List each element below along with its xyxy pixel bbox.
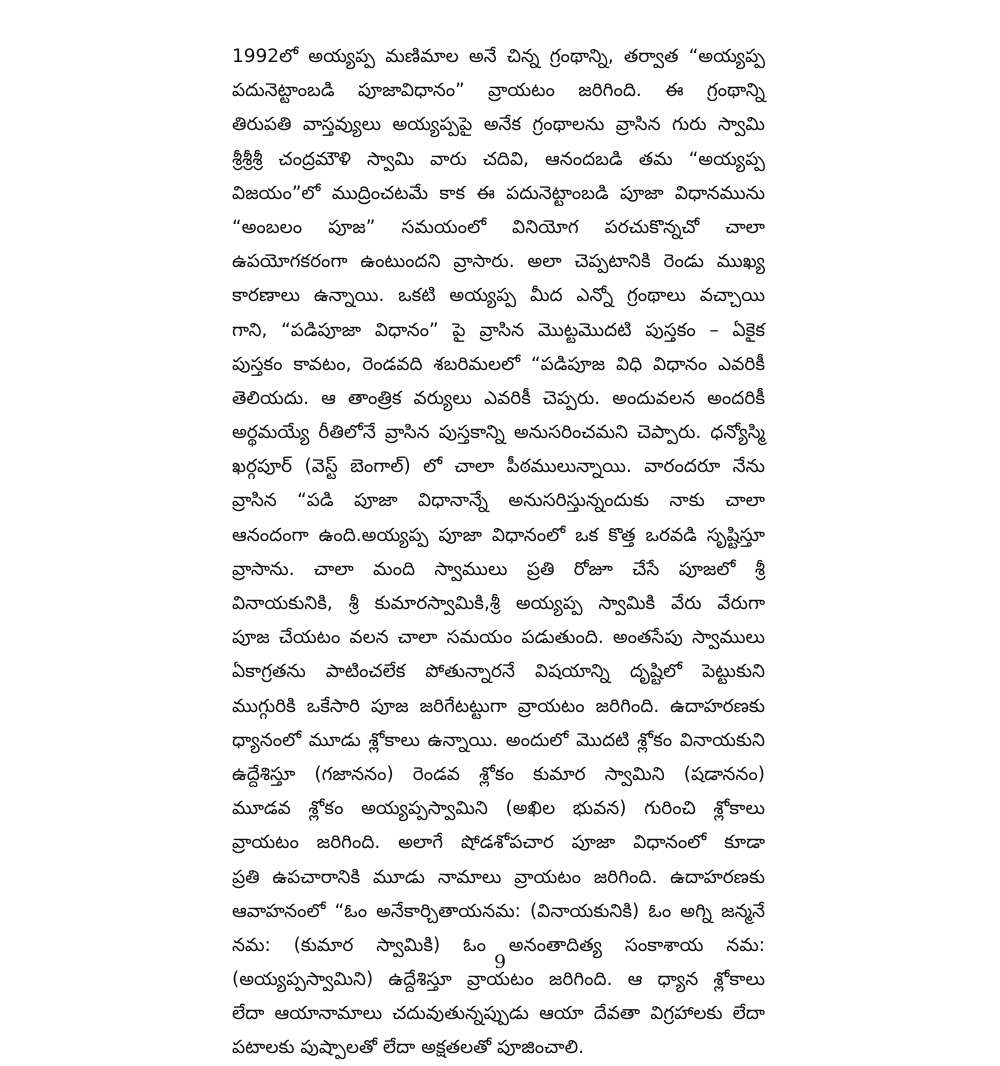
text-line: శ్రీశ్రీశ్రీ చంద్రమౌళి స్వామి వారు చదివి, ఆనందబడి తమ “అయ్యప్ప (232, 148, 765, 170)
text-line: (అయ్యప్పస్వామిని) ఉద్దేశిస్తూ వ్రాయటం జరిగింది. ఆ ధ్యాన శ్లోకాలు (232, 969, 765, 991)
text-line: విజయం”లో ముద్రించటమే కాక ఈ పదునెట్టాంబడి పూజా విధానమును (232, 182, 765, 204)
text-line: ఉపయోగకరంగా ఉంటుందని వ్రాసారు. అలా చెప్పటానికి రెండు ముఖ్య (232, 251, 765, 273)
text-line: ఉద్దేశిస్తూ (గజాననం) రెండవ శ్లోకం కుమార స్వామిని (షడాననం) (232, 763, 765, 785)
text-line: ఆవాహనంలో “ఓం అనేకార్చితాయనమ: (వినాయకునికి) ఓం అగ్ని జన్మనే (232, 900, 765, 922)
text-line: వినాయకునికి, శ్రీ కుమారస్వామికి,శ్రీ అయ్యప్ప స్వామికి వేరు వేరుగా (232, 593, 765, 614)
text-line: వ్రాసాను. చాలా మంది స్వాములు ప్రతి రోజూ చేసే పూజలో శ్రీ (232, 558, 765, 580)
text-line: కారణాలు ఉన్నాయి. ఒకటి అయ్యప్ప మీద ఎన్నో గ్రంథాలు వచ్చాయి (232, 285, 765, 307)
text-line: పూజ చేయటం వలన చాలా సమయం పడుతుంది. అంతసేపు స్వాములు (232, 627, 765, 649)
text-line: ధ్యానంలో మూడు శ్లోకాలు ఉన్నాయి. అందులో మొదటి శ్లోకం వినాయకుని (232, 729, 765, 751)
text-line: మూడవ శ్లోకం అయ్యప్పస్వామిని (అఖిల భువన) గురించి శ్లోకాలు (232, 798, 765, 820)
text-line: పుస్తకం కావటం, రెండవది శబరిమలలో “పడిపూజ విధి విధానం ఎవరికీ (232, 353, 765, 375)
text-line: లేదా ఆయానామాలు చదువుతున్నప్పుడు ఆయా దేవతా విగ్రహాలకు లేదా (232, 1003, 765, 1025)
text-line: ఆనందంగా ఉంది.అయ్యప్ప పూజా విధానంలో ఒక కొత్త ఒరవడి సృష్టిస్తూ (232, 524, 765, 546)
text-line: అర్థమయ్యే రీతిలోనే వ్రాసిన పుస్తకాన్ని అనుసరించమని చెప్పారు. ధన్యోస్మి (232, 422, 765, 444)
text-line: వ్రాయటం జరిగింది. అలాగే షోడశోపచార పూజా విధానంలో కూడా (232, 832, 765, 854)
text-line: పదునెట్టాంబడి పూజావిధానం” వ్రాయటం జరిగింది. ఈ గ్రంథాన్ని (232, 80, 765, 102)
text-line: వ్రాసిన “పడి పూజా విధానాన్నే అనుసరిస్తున్నందుకు నాకు చాలా (232, 490, 765, 512)
text-line: ముగ్గురికి ఒకేసారి పూజ జరిగేటట్టుగా వ్రాయటం జరిగింది. ఉదాహరణకు (232, 695, 765, 717)
text-line: గాని, “పడిపూజా విధానం” పై వ్రాసిన మొట్టమొదటి పుస్తకం – ఏకైక (232, 319, 765, 341)
text-line: ఖర్గపూర్ (వెస్ట్ బెంగాల్) లో చాలా పీఠములున్నాయి. వారందరూ నేను (232, 456, 765, 478)
text-line: ఏకాగ్రతను పాటించలేక పోతున్నారనే విషయాన్ని దృష్టిలో పెట్టుకుని (232, 661, 765, 683)
text-line: తిరుపతి వాస్తవ్యులు అయ్యప్పపై అనేక గ్రంథాలను వ్రాసిన గురు స్వామి (232, 114, 765, 136)
text-line: ప్రతి ఉపచారానికి మూడు నామాలు వ్రాయటం జరిగింది. ఉదాహరణకు (232, 866, 765, 888)
text-line: “అంబలం పూజ” సమయంలో వినియోగ పరచుకొన్నచో చాలా (232, 216, 765, 238)
text-line: తెలియదు. ఆ తాంత్రిక వర్యులు ఎవరికీ చెప్పరు. అందువలన అందరికీ (232, 387, 765, 409)
page-number: 9 (493, 951, 507, 973)
body-text (232, 40, 765, 1066)
text-line: పటాలకు పుష్పాలతో లేదా అక్షతలతో పూజించాలి. (232, 1037, 585, 1059)
text-line: నమ: (కుమార స్వామికి) ఓం అనంతాదిత్య సంకాశాయ నమ: (232, 934, 765, 956)
text-line: 1992లో అయ్యప్ప మణిమాల అనే చిన్న గ్రంథాన్ని, తర్వాత “అయ్యప్ప (232, 46, 765, 67)
